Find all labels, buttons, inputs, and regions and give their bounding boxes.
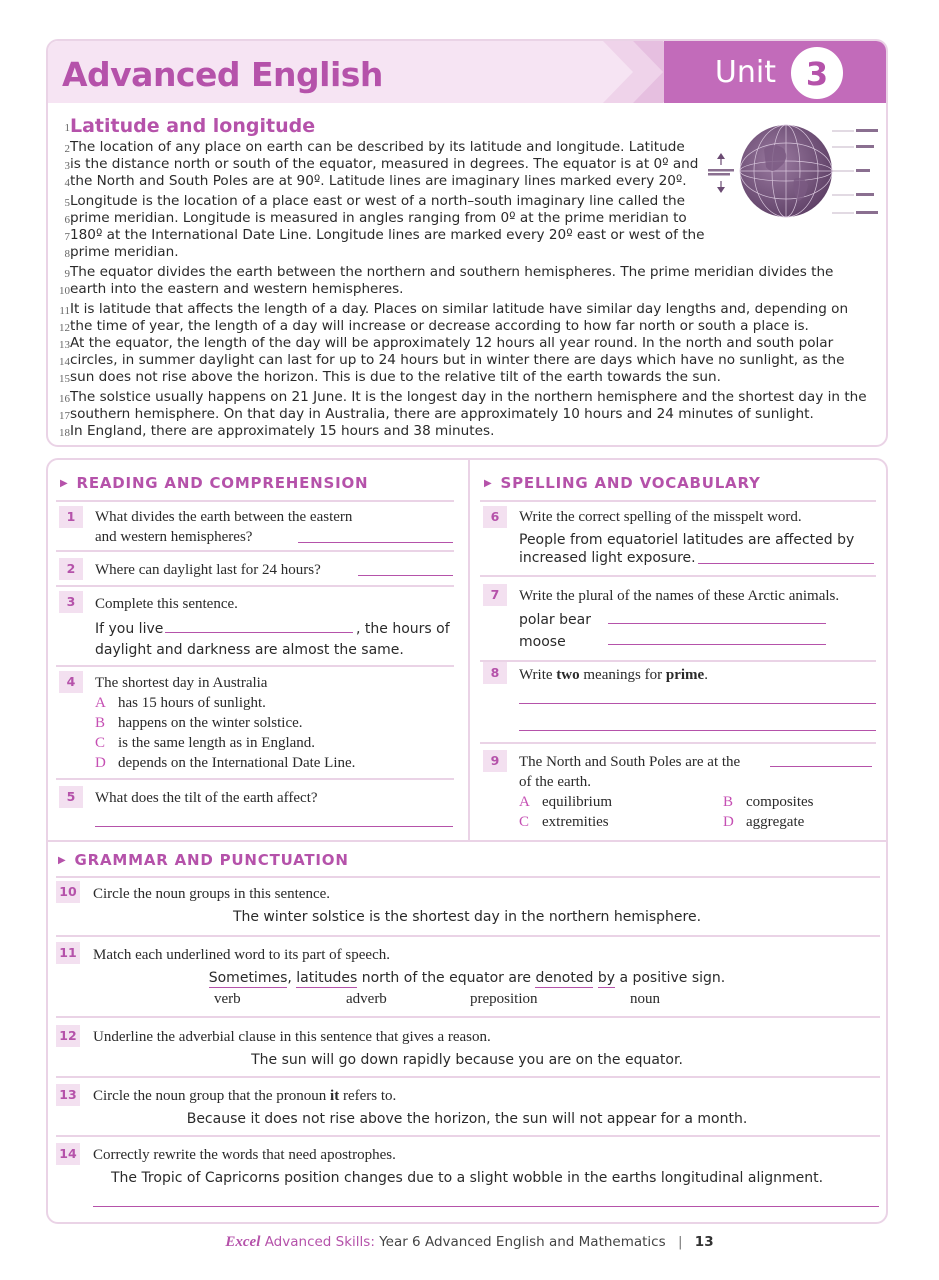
question-prompt: and western hemispheres? (95, 529, 253, 545)
sentence[interactable]: The sun will go down rapidly because you are on the equator. (251, 1052, 683, 1068)
question-separator (56, 1076, 880, 1078)
passage-line: prime meridian. Longitude is measured in angles ranging from 0º at the prime meridian to (70, 210, 687, 226)
passage-line: circles, in summer daylight can last for up to 24 hours but in winter there are days which have no sunlight, as the (70, 352, 845, 368)
sentence[interactable]: Because it does not rise above the horizon, the sun will not appear for a month. (186, 1111, 748, 1127)
question-separator (56, 665, 454, 667)
question-prompt: Correctly rewrite the words that need apostrophes. (93, 1147, 396, 1163)
question-prompt: Where can daylight last for 24 hours? (95, 562, 321, 578)
passage-line: prime meridian. (70, 244, 179, 260)
animal-name: polar bear (519, 612, 591, 628)
line-number: 8 (64, 248, 70, 260)
sentence: Sometimes, latitudes north of the equator are denoted by a positive sign. (208, 970, 726, 986)
reading-passage-panel (46, 39, 888, 447)
unit-band (664, 41, 886, 103)
question-prompt: Circle the noun group that the pronoun it refers to. (93, 1088, 397, 1104)
question-separator (480, 660, 876, 662)
question-separator (480, 500, 876, 502)
answer-line[interactable] (519, 703, 876, 704)
passage-line: 180º at the International Date Line. Longitude lines are marked every 20º east or west of the (70, 227, 705, 243)
animal-name: moose (519, 634, 566, 650)
question-number: 6 (483, 506, 507, 528)
answer-line[interactable] (93, 1206, 879, 1207)
underlined-word[interactable]: Sometimes (208, 970, 288, 986)
question-separator (480, 742, 876, 744)
question-number: 7 (483, 584, 507, 606)
passage-title: Latitude and longitude (70, 115, 316, 137)
part-of-speech[interactable]: noun (630, 991, 660, 1007)
question-prompt: The North and South Poles are at the (519, 754, 741, 770)
question-separator (56, 778, 454, 780)
question-number: 13 (56, 1084, 80, 1106)
passage-line: the North and South Poles are at 90º. Latitude lines are imaginary lines marked every 20º. (70, 173, 687, 189)
line-number: 17 (59, 410, 70, 422)
question-prompt: The shortest day in Australia (95, 675, 268, 691)
sentence: increased light exposure. (519, 550, 696, 566)
question-prompt: of the earth. (519, 774, 592, 790)
line-number: 18 (59, 427, 70, 439)
question-number: 1 (59, 506, 83, 528)
footer-brand: Excel (225, 1234, 261, 1250)
question-prompt: Underline the adverbial clause in this sentence that gives a reason. (93, 1029, 491, 1045)
question-separator (56, 1016, 880, 1018)
question-prompt: Match each underlined word to its part of speech. (93, 947, 390, 963)
passage-line: It is latitude that affects the length of a day. Places on similar latitude have similar day lengths and, depending on (70, 301, 849, 317)
question-number: 14 (56, 1143, 80, 1165)
answer-line[interactable] (95, 826, 453, 827)
question-separator (480, 575, 876, 577)
column-divider (468, 460, 470, 840)
underlined-word[interactable]: by (597, 970, 615, 986)
line-number: 12 (59, 322, 70, 334)
question-separator (56, 550, 454, 552)
line-number: 11 (59, 305, 70, 317)
unit-label: Unit (714, 55, 776, 90)
passage-line: At the equator, the length of the day will be approximately 12 hours all year round. In the north and south polar (70, 335, 834, 351)
unit-number: 3 (805, 55, 829, 93)
question-prompt: Complete this sentence. (95, 596, 238, 612)
question-number: 10 (56, 881, 80, 903)
question-number: 2 (59, 558, 83, 580)
answer-line[interactable] (770, 766, 872, 767)
passage-line: the time of year, the length of a day will increase or decrease according to how far north or south a place is. (70, 318, 809, 334)
question-separator (56, 500, 454, 502)
page-footer: Excel Advanced Skills: Year 6 Advanced English and Mathematics | 13 (225, 1234, 714, 1250)
header-bar (48, 41, 886, 103)
question-number: 3 (59, 591, 83, 613)
question-prompt: Circle the noun groups in this sentence. (93, 886, 331, 902)
line-number: 4 (64, 177, 70, 189)
footer-series: Advanced Skills: (264, 1234, 375, 1250)
option-d[interactable]: D depends on the International Date Line. (95, 755, 356, 771)
sentence-end: , the hours of (356, 621, 450, 637)
passage-line: sun does not rise above the horizon. This is due to the relative tilt of the earth towards the sun. (70, 369, 721, 385)
sentence-continuation: daylight and darkness are almost the same. (95, 642, 404, 658)
question-number: 5 (59, 786, 83, 808)
line-number: 10 (59, 285, 70, 297)
section-divider (48, 840, 886, 842)
passage-line: In England, there are approximately 15 hours and 38 minutes. (70, 423, 495, 439)
page-number: 13 (694, 1234, 714, 1250)
answer-line[interactable] (608, 623, 826, 624)
answer-line[interactable] (519, 730, 876, 731)
section-heading-grammar: ▶ GRAMMAR AND PUNCTUATION (58, 851, 349, 869)
option-c[interactable]: C extremities (519, 814, 609, 830)
sentence: People from equatoriel latitudes are affected by (519, 532, 855, 548)
option-c[interactable]: C is the same length as in England. (95, 735, 316, 751)
passage-line: earth into the eastern and western hemispheres. (70, 281, 404, 297)
questions-panel (46, 458, 888, 1224)
unit-badge (788, 44, 846, 102)
question-number: 4 (59, 671, 83, 693)
part-of-speech[interactable]: verb (214, 991, 241, 1007)
question-prompt: What divides the earth between the eastern (95, 509, 353, 525)
sentence: The Tropic of Capricorns position changes due to a slight wobble in the earths longitudinal alignment. (110, 1170, 824, 1186)
line-number: 9 (64, 268, 70, 280)
passage-line: The location of any place on earth can be described by its latitude and longitude. Latitude (70, 139, 685, 155)
footer-title: Year 6 Advanced English and Mathematics (379, 1234, 666, 1250)
underlined-word[interactable]: denoted (535, 970, 594, 986)
section-heading-reading: ▶ READING AND COMPREHENSION (60, 474, 369, 492)
answer-line[interactable] (358, 575, 453, 576)
question-prompt: Write the correct spelling of the misspelt word. (519, 509, 802, 525)
question-number: 8 (483, 662, 507, 684)
line-number: 16 (59, 393, 70, 405)
answer-line[interactable] (608, 644, 826, 645)
passage-line: is the distance north or south of the equator, measured in degrees. The equator is at 0º and (70, 156, 699, 172)
line-number: 2 (64, 143, 70, 155)
question-separator (56, 1135, 880, 1137)
option-d[interactable]: D aggregate (723, 814, 805, 830)
question-separator (56, 876, 880, 878)
line-number: 1 (64, 122, 70, 134)
option-a[interactable]: A has 15 hours of sunlight. (95, 695, 266, 711)
option-a[interactable]: A equilibrium (519, 794, 612, 810)
passage-line: The equator divides the earth between the northern and southern hemispheres. The prime meridian divides the (70, 264, 834, 280)
question-separator (56, 585, 454, 587)
question-number: 12 (56, 1025, 80, 1047)
question-prompt: What does the tilt of the earth affect? (95, 790, 318, 806)
passage-line: southern hemisphere. On that day in Australia, there are approximately 10 hours and 24 minutes of sunlight. (70, 406, 814, 422)
option-b[interactable]: B happens on the winter solstice. (95, 715, 303, 731)
question-number: 9 (483, 750, 507, 772)
part-of-speech[interactable]: adverb (346, 991, 387, 1007)
line-number: 5 (64, 197, 70, 209)
line-number: 3 (64, 160, 70, 172)
question-prompt: Write two meanings for prime. (519, 667, 708, 683)
section-heading-spelling: ▶ SPELLING AND VOCABULARY (484, 474, 761, 492)
answer-line[interactable] (165, 632, 353, 633)
sentence[interactable]: The winter solstice is the shortest day in the northern hemisphere. (232, 909, 702, 925)
line-number: 14 (59, 356, 70, 368)
globe-illustration (704, 109, 882, 245)
passage-line: The solstice usually happens on 21 June. It is the longest day in the northern hemisphere and the shortest day in the (70, 389, 867, 405)
passage-line: Longitude is the location of a place east or west of a north–south imaginary line called the (70, 193, 685, 209)
part-of-speech[interactable]: preposition (470, 991, 538, 1007)
underlined-word[interactable]: latitudes (296, 970, 358, 986)
question-prompt: Write the plural of the names of these Arctic animals. (519, 588, 840, 604)
line-number: 7 (64, 231, 70, 243)
question-separator (56, 935, 880, 937)
line-number: 13 (59, 339, 70, 351)
line-number: 6 (64, 214, 70, 226)
line-number: 15 (59, 373, 70, 385)
option-b[interactable]: B composites (723, 794, 814, 810)
page-title: Advanced English (62, 55, 383, 94)
sentence-start: If you live (95, 621, 164, 637)
answer-line[interactable] (298, 542, 453, 543)
answer-line[interactable] (698, 563, 874, 564)
question-number: 11 (56, 942, 80, 964)
